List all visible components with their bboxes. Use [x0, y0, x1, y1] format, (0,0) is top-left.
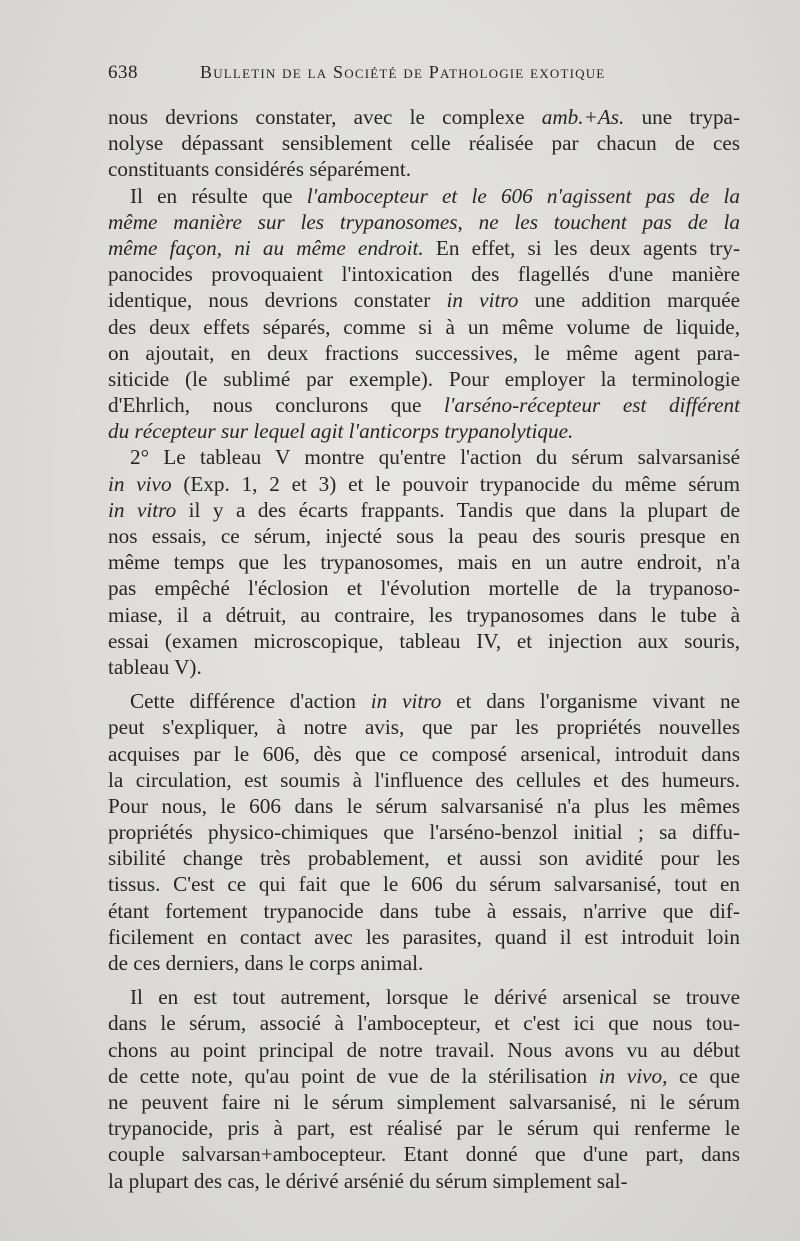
text-line [108, 575, 740, 601]
text-line [108, 1168, 740, 1194]
text-line [108, 1037, 740, 1063]
text-run: 2° Le tableau V montre qu'entre l'action du sérum salvarsanisé [130, 445, 740, 470]
text-run: propriétés physico-chimiques que l'arséno-benzol initial ; sa diffu- [108, 820, 740, 845]
text-run: des deux effets séparés, comme si à un même volume de liquide, [108, 314, 740, 339]
paragraph-gap [108, 680, 740, 688]
text-line [108, 924, 740, 950]
text-run: siticide (le sublimé par exemple). Pour employer la terminologie [108, 366, 740, 391]
text-line [108, 1141, 740, 1167]
text-run: et dans l'organisme vivant ne [441, 689, 740, 714]
text-line [108, 471, 740, 497]
text-run: ce que [667, 1063, 740, 1088]
text-run: tissus. C'est ce qui fait que le 606 du sérum salvarsanisé, tout en [108, 872, 740, 897]
text-run: (Exp. 1, 2 et 3) et le pouvoir trypanocide du même sérum [171, 471, 740, 496]
text-line [108, 871, 740, 897]
text-run: panocides provoquaient l'intoxication des flagellés d'une manière [108, 262, 740, 287]
text-line [108, 628, 740, 654]
text-line [108, 235, 740, 261]
text-run: constituants considérés séparément. [108, 157, 412, 182]
text-line [108, 950, 740, 976]
text-line [108, 1089, 740, 1115]
text-line [108, 549, 740, 575]
paragraph [108, 688, 740, 976]
text-line [108, 984, 740, 1010]
text-run: Cette différence d'action [130, 689, 371, 714]
italic-text: amb.+As. [541, 105, 625, 129]
text-line [108, 1010, 740, 1036]
text-line [108, 366, 740, 392]
text-line [108, 314, 740, 340]
text-run: couple salvarsan+ambocepteur. Etant donné que d'une part, dans [108, 1142, 740, 1167]
text-run: tableau V). [108, 654, 202, 679]
italic-text: in vivo [108, 471, 172, 496]
italic-text: même façon, ni au même endroit. [108, 235, 424, 260]
text-line [108, 602, 740, 628]
text-line [108, 444, 740, 470]
text-run: peut s'expliquer, à notre avis, que par les propriétés nouvelles [108, 715, 740, 740]
text-run: trypanocide, pris à part, est réalisé par le sérum qui renferme le [108, 1116, 740, 1141]
text-run: on ajoutait, en deux fractions successives, le même agent para- [108, 340, 740, 365]
text-run: pas empêché l'éclosion et l'évolution mortelle de la trypanoso- [108, 576, 740, 601]
paragraph [108, 984, 740, 1194]
text-run: essai (examen microscopique, tableau IV, et injection aux souris, [108, 628, 740, 653]
text-run: Il en est tout autrement, lorsque le dérivé arsenical se trouve [130, 985, 740, 1010]
text-line [108, 418, 740, 444]
text-line [108, 183, 740, 209]
text-line [108, 156, 740, 182]
italic-text: l'arséno-récepteur est différent [443, 393, 740, 418]
text-run: la circulation, est soumis à l'influence des cellules et des humeurs. [108, 767, 740, 792]
text-line [108, 845, 740, 871]
text-run: acquises par le 606, dès que ce composé arsenical, introduit dans [108, 741, 740, 766]
text-run: même temps que les trypanosomes, mais en un autre endroit, n'a [108, 550, 740, 575]
text-line [108, 793, 740, 819]
text-line [108, 287, 740, 313]
text-run: sibilité change très probablement, et aussi son avidité pour les [108, 846, 740, 871]
text-line [108, 1063, 740, 1089]
text-line [108, 340, 740, 366]
text-run: chons au point principal de notre travail. Nous avons vu au début [108, 1037, 740, 1062]
text-line [108, 1115, 740, 1141]
text-line [108, 654, 740, 680]
paragraph [108, 183, 740, 445]
text-run: ficilement en contact avec les parasites, quand il est introduit loin [108, 924, 740, 949]
text-run: nolyse dépassant sensiblement celle réalisée par chacun de ces [108, 131, 740, 156]
text-run: ne peuvent faire ni le sérum simplement salvarsanisé, ni le sérum [108, 1089, 740, 1114]
italic-text: in vitro [108, 497, 177, 522]
text-line [108, 104, 740, 130]
paragraph [108, 444, 740, 680]
text-run: nous devrions constater, avec le complexe [108, 105, 542, 129]
italic-text: du récepteur sur lequel agit l'anticorps trypanolytique. [108, 419, 574, 444]
text-run: de ces derniers, dans le corps animal. [108, 951, 424, 975]
text-run: En effet, si les deux agents try- [423, 235, 740, 260]
text-run: Pour nous, le 606 dans le sérum salvarsanisé n'a plus les mêmes [108, 793, 740, 818]
text-run: nos essais, ce sérum, injecté sous la peau des souris presque en [108, 524, 740, 548]
text-run: il y a des écarts frappants. Tandis que dans la plupart de [176, 497, 740, 522]
text-run: d'Ehrlich, nous conclurons que [108, 393, 444, 418]
text-line [108, 767, 740, 793]
running-title: Bulletin de la Société de Pathologie exotique [200, 62, 606, 82]
italic-text: in vitro [370, 689, 442, 714]
text-line [108, 688, 740, 714]
body-text [108, 104, 740, 1194]
paragraph-gap [108, 976, 740, 984]
italic-text: in vivo, [598, 1063, 668, 1088]
text-line [108, 523, 740, 549]
text-run: une addition marquée [518, 288, 741, 313]
text-line [108, 261, 740, 287]
text-line [108, 209, 740, 235]
page-header [108, 62, 738, 90]
text-run: une trypa- [624, 105, 741, 129]
page-number: 638 [108, 62, 138, 83]
text-line [108, 392, 740, 418]
text-line [108, 714, 740, 740]
text-run: identique, nous devrions constater [108, 288, 447, 313]
text-run: miase, il a détruit, au contraire, les trypanosomes dans le tube à [108, 602, 740, 627]
italic-text: l'ambocepteur et le 606 n'agissent pas de la [306, 183, 740, 208]
text-run: étant fortement trypanocide dans tube à essais, n'arrive que dif- [108, 898, 740, 923]
italic-text: même manière sur les trypanosomes, ne les touchent pas de la [108, 209, 740, 234]
text-line [108, 741, 740, 767]
text-run: la plupart des cas, le dérivé arsénié du sérum simplement sal- [108, 1168, 628, 1193]
text-line [108, 497, 740, 523]
text-line [108, 819, 740, 845]
text-line [108, 130, 740, 156]
paragraph [108, 104, 740, 183]
text-run: Il en résulte que [130, 183, 307, 208]
italic-text: in vitro [446, 288, 519, 313]
text-run: de cette note, qu'au point de vue de la stérilisation [108, 1063, 599, 1088]
text-run: dans le sérum, associé à l'ambocepteur, et c'est ici que nous tou- [108, 1011, 740, 1036]
text-line [108, 898, 740, 924]
